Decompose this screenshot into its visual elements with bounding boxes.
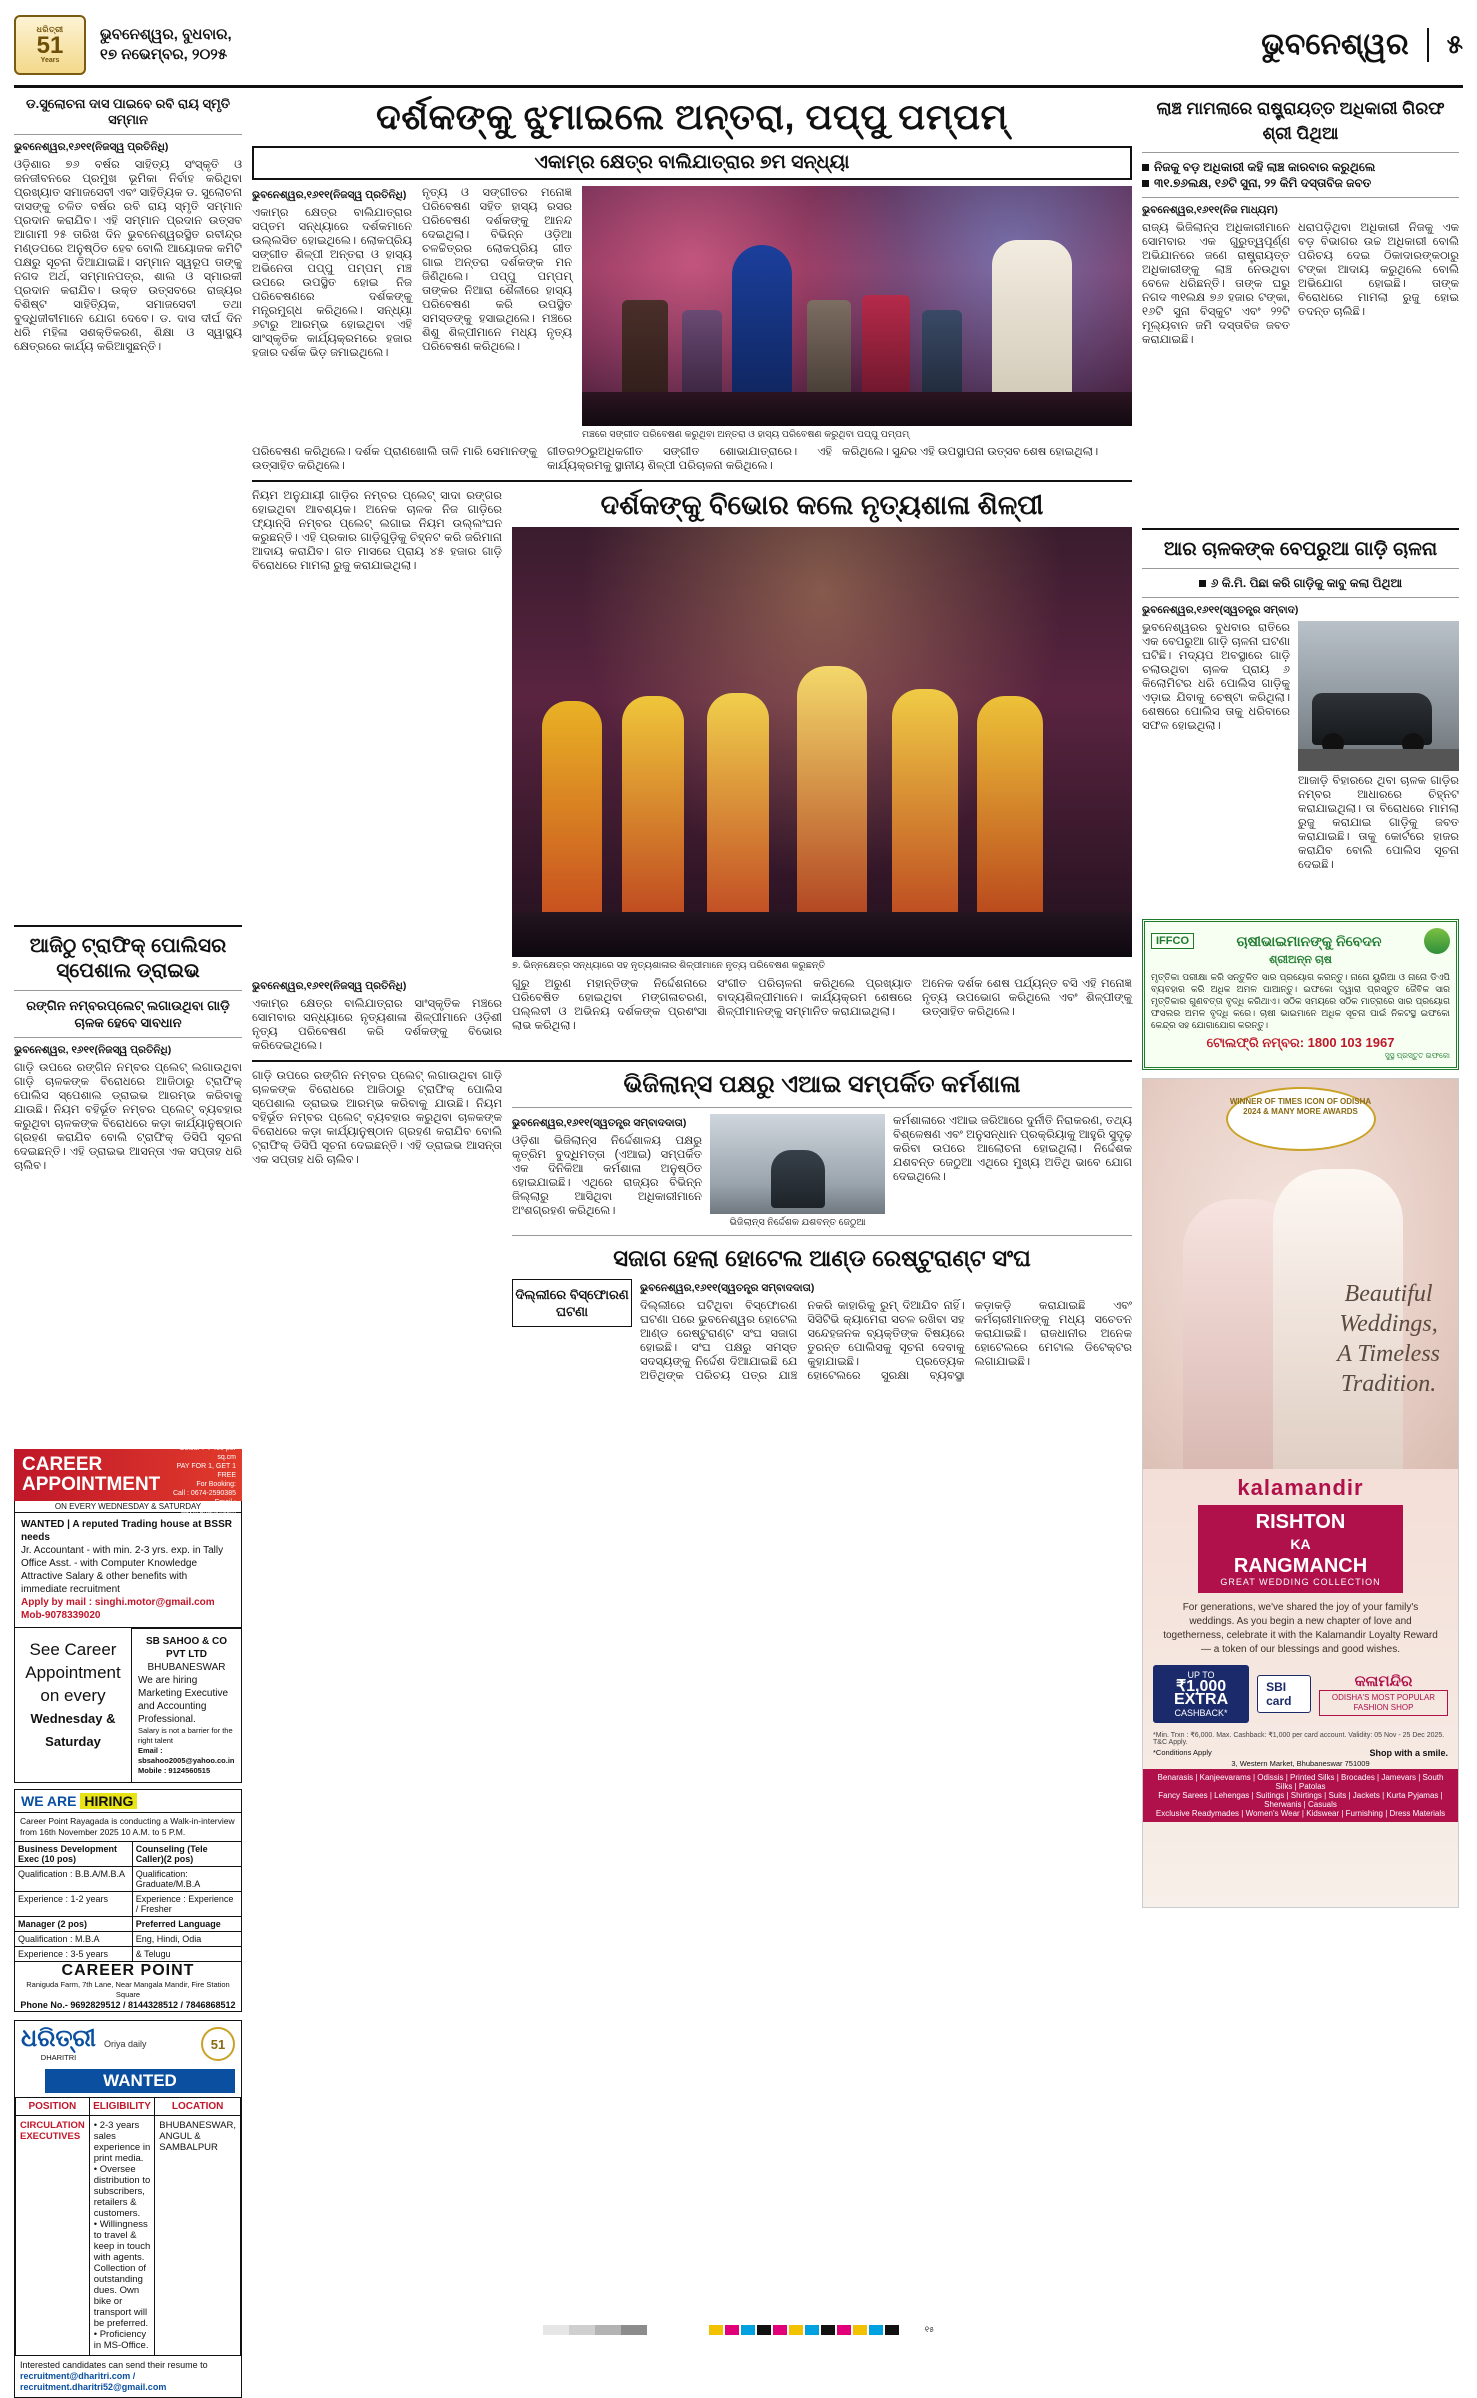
table-header-row xyxy=(16,2098,241,2116)
stage-performance-photo xyxy=(582,186,1132,426)
hotel-body-col xyxy=(640,1279,1132,1629)
career-point-address: Raniguda Farm, 7th Lane, Near Mangala Mandir, Fire Station Square xyxy=(26,1980,230,1999)
left-story-body: ଓଡ଼ିଶାର ୭୬ ବର୍ଷର ସାହିତ୍ୟ ସଂସ୍କୃତି ଓ ଜନଜୀବନରେ ପ୍ରମୁଖ ଭୂମିକା ନିର୍ବାହ କରିଥିବା ପ୍ରଖ୍ୟାତ ସମାଜସେବୀ ଏବଂ ସାହିତ୍ୟିକ ଡ. ସୁଲୋଚନା ଦାସଙ୍କୁ ଚଳିତ ବର୍ଷର ରବି ରାୟ ସ୍ମୃତି ସମ୍ମାନ ପ୍ରଦାନ କରାଯିବ। ଏହି ସମ୍ମାନ ପ୍ରଦାନ ଉତ୍ସବ ଆଗାମୀ ୨୫ ତାରିଖ ଦିନ ଭୁବନେଶ୍ୱରସ୍ଥିତ ରବୀନ୍ଦ୍ର ମଣ୍ଡପରେ ଅନୁଷ୍ଠିତ ହେବ ବୋଲି ଆୟୋଜକ କମିଟି ପକ୍ଷରୁ ସୂଚନା ଦିଆଯାଇଛି। ସମ୍ମାନ ସ୍ୱରୂପ ତାଙ୍କୁ ନଗଦ ଅର୍ଥ, ସମ୍ମାନପତ୍ର, ଶାଲ ଓ ସ୍ମାରକୀ ପ୍ରଦାନ କରାଯିବ। ଉକ୍ତ ଉତ୍ସବରେ ରାଜ୍ୟର ବିଶିଷ୍ଟ ସାହିତ୍ୟିକ, ସମାଜସେବୀ ତଥା ବୁଦ୍ଧିଜୀବୀମାନେ ଯୋଗ ଦେବେ। ଡ. ଦାସ ଦୀର୍ଘ ଦିନ ଧରି ମହିଳା ସଶକ୍ତିକରଣ, ଶିକ୍ଷା ଓ ସ୍ୱାସ୍ଥ୍ୟ କ୍ଷେତ୍ରରେ କାର୍ଯ୍ୟ କରିଆସୁଛନ୍ତି। xyxy=(14,159,242,353)
dh-col-location: LOCATION xyxy=(155,2098,241,2116)
masthead-date-line: ୧୭ ନଭେମ୍ବର, ୨୦୨୫ xyxy=(100,45,228,63)
masthead xyxy=(14,10,1463,88)
iffco-footer: ସୁସ୍ଥ ପ୍ରସ୍ତୁତ ଇଫକୋ xyxy=(1384,1051,1450,1060)
sbsahoo-city: BHUBANESWAR xyxy=(147,1662,226,1673)
hotel-story-dateline: ଭୁବନେଶ୍ୱର,୧୬୧୧(ସ୍ୱତନ୍ତ୍ର ସମ୍ବାଦଦାତା) xyxy=(640,1282,815,1294)
dance-story-col2: ଗୁରୁ ଅରୁଣ ମହାନ୍ତିଙ୍କ ନିର୍ଦ୍ଦେଶନାରେ ପରିବେଷିତ ହୋଇଥିବା ମଙ୍ଗଳାଚରଣ, ପଲ୍ଲବୀ ଓ ଅଭିନୟ ଦର୍ଶକଙ୍କ ପ୍ରଶଂସା ଲାଭ କରିଥିଲା। xyxy=(512,978,707,1032)
dharitri-logo-badge xyxy=(14,15,86,75)
right-story2-dateline: ଭୁବନେଶ୍ୱର,୧୬୧୧(ସ୍ୱତନ୍ତ୍ର ସମ୍ବାଦ) xyxy=(1142,604,1299,616)
divider xyxy=(14,990,242,991)
column-left xyxy=(14,96,242,2398)
hiring-head-b: HIRING xyxy=(80,1793,137,1809)
traffic-story-dateline: ଭୁବନେଶ୍ୱର, ୧୬୧୧(ନିଜସ୍ୱ ପ୍ରତିନିଧି) xyxy=(14,1044,172,1056)
column-center xyxy=(252,96,1132,2398)
kala-footer-3: Exclusive Readymades | Women's Wear | Kidswear | Furnishing | Dress Materials xyxy=(1155,1809,1446,1818)
divider xyxy=(1142,152,1459,153)
hotel-story-body: ଦିଲ୍ଲୀରେ ଘଟିଥିବା ବିସ୍ଫୋରଣ ଘଟଣା ପରେ ଭୁବନେଶ୍ୱର ହୋଟେଲ ଆଣ୍ଡ ରେଷ୍ଟୁରାଣ୍ଟ ସଂଘ ସଜାଗ ହୋଇଛି। ସଂଘ ପକ୍ଷରୁ ସମସ୍ତ ସଦସ୍ୟଙ୍କୁ ନିର୍ଦ୍ଦେଶ ଦିଆଯାଇଛି ଯେ ଅତିଥିଙ୍କ ପରିଚୟ ପତ୍ର ଯାଞ୍ଚ ନକରି କାହାରିକୁ ରୁମ୍ ଦିଆଯିବ ନାହିଁ। ସିସିଟିଭି କ୍ୟାମେରା ସଚଳ ରଖିବା ସହ ସନ୍ଦେହଜନକ ବ୍ୟକ୍ତିଙ୍କ ବିଷୟରେ ତୁରନ୍ତ ପୋଲିସକୁ ସୂଚନା ଦେବାକୁ କୁହାଯାଇଛି। ପ୍ରତ୍ୟେକ ହୋଟେଲରେ ସୁରକ୍ଷା ବ୍ୟବସ୍ଥା କଡ଼ାକଡ଼ି କରାଯାଇଛି ଏବଂ କର୍ମଚାରୀମାନଙ୍କୁ ମଧ୍ୟ ସଚେତନ କରାଯାଇଛି। ରାଜଧାନୀର ଅନେକ ହୋଟେଲରେ ମେଟାଲ ଡିଟେକ୍ଟର ଲଗାଯାଇଛି। xyxy=(640,1300,1132,1382)
traffic-continued-col xyxy=(252,489,502,972)
hiring-r2c1: Qualification : B.B.A/M.B.A xyxy=(15,1867,133,1892)
dh-elig-1: 2-3 years sales experience in print media. xyxy=(93,2120,151,2164)
hiring-header xyxy=(14,1789,242,1812)
offer-cashback: CASHBACK* xyxy=(1174,1708,1228,1718)
masthead-page-number: ୫ xyxy=(1446,28,1463,59)
bottom-spacer-left xyxy=(252,1069,502,1629)
logo-anniversary-number: 51 xyxy=(36,32,64,59)
traffic-story-col2: ନିୟମ ଅନୁଯାୟୀ ଗାଡ଼ିର ନମ୍ବର ପ୍ଲେଟ୍ ସାଦା ରଙ୍ଗର ହୋଇଥିବା ଆବଶ୍ୟକ। ଅନେକ ଚାଳକ ନିଜ ଗାଡ଼ିରେ ଫ୍ୟାନ୍ସି ନମ୍ବର ପ୍ଲେଟ୍ ଲଗାଇ ନିୟମ ଉଲ୍ଲଂଘନ କରୁଛନ୍ତି। ଏହି ପ୍ରକାର ଗାଡ଼ିଗୁଡ଼ିକୁ ଚିହ୍ନଟ କରି ଜରିମାନା ଆଦାୟ କରାଯିବ। ଗତ ମାସରେ ପ୍ରାୟ ୪୫ ହଜାର ଗାଡ଼ି ବିରୋଧରେ ମାମଲା ରୁଜୁ କରାଯାଇଥିଲା। xyxy=(252,490,502,572)
wanted-ad-line2: Office Asst. - with Computer Knowledge xyxy=(21,1558,198,1569)
right-story1-col2: ଧରାପଡ଼ିଥିବା ଅଧିକାରୀ ନିଜକୁ ଏକ ବଡ଼ ବିଭାଗର ଉଚ୍ଚ ଅଧିକାରୀ ବୋଲି ପରିଚୟ ଦେଇ ଠିକାଦାରଙ୍କଠାରୁ ଟଙ୍କା ଆଦାୟ କରୁଥିଲେ ବୋଲି ଅଭିଯୋଗ ହୋଇଛି। ତାଙ୍କ ବିରୋଧରେ ମାମଲା ରୁଜୁ ହୋଇ ତଦନ୍ତ ଚାଲିଛି। xyxy=(1298,222,1459,318)
workshop-photo-caption: ଭିଜିଲାନ୍ସ ନିର୍ଦ୍ଦେଶକ ଯଶବନ୍ତ ଜେଠୁଆ xyxy=(729,1217,866,1228)
hiring-r6c1: Experience : 3-5 years xyxy=(15,1947,133,1962)
masthead-right xyxy=(1261,28,1463,62)
dharitri-ad-anniversary-badge: 51 xyxy=(201,2027,235,2061)
main-story-col-left xyxy=(252,186,412,441)
right-story1-bullets xyxy=(1142,159,1459,191)
dance-story-body xyxy=(252,977,1132,1053)
sbsahoo-email[interactable]: Email : sbsahoo2005@yahoo.co.in xyxy=(138,1746,235,1765)
divider xyxy=(512,1107,1132,1108)
dharitri-ad-table xyxy=(15,2097,241,2356)
hiring-head-a: WE ARE xyxy=(21,1793,77,1809)
table-row xyxy=(15,1932,242,1947)
dance-story-col4: ଅନେକ ଦର୍ଶକ ଶେଷ ପର୍ଯ୍ୟନ୍ତ ବସି ଏହି ମନୋଜ୍ଞ ନୃତ୍ୟ ଉପଭୋଗ କରିଥିଲେ ଏବଂ ଶିଳ୍ପୀଙ୍କୁ ଉତ୍ସାହିତ କରିଥିଲେ। xyxy=(922,978,1132,1018)
masthead-city: ଭୁବନେଶ୍ୱର xyxy=(1261,27,1409,61)
hiring-r4c2: Preferred Language xyxy=(132,1917,241,1932)
offer-upto: UP TO xyxy=(1187,1670,1215,1680)
dh-elig-4: Proficiency in MS-Office. xyxy=(93,2329,149,2351)
iffco-tollfree[interactable] xyxy=(1151,1035,1450,1051)
column-right xyxy=(1142,96,1459,2398)
kalamandir-script-text: Beautiful Weddings, A Timeless Tradition. xyxy=(1337,1281,1440,1397)
dh-location-value: BHUBANESWAR, ANGUL & SAMBALPUR xyxy=(155,2116,241,2356)
sbsahoo-mobile[interactable]: Mobile : 9124560515 xyxy=(138,1766,211,1775)
dance-story-col3: ସଂଗୀତ ପରିଚାଳନା କରିଥିଲେ ପ୍ରଖ୍ୟାତ ବାଦ୍ୟଶିଳ୍ପୀମାନେ। କାର୍ଯ୍ୟକ୍ରମ ଶେଷରେ ଶିଳ୍ପୀମାନଙ୍କୁ ସମ୍ମାନିତ କରାଯାଇଥିଲା। xyxy=(717,978,912,1018)
wanted-ad[interactable] xyxy=(14,1513,242,1628)
kala-title-2: RANGMANCH xyxy=(1233,1555,1368,1577)
hiring-r2c2: Qualification: Graduate/M.B.A xyxy=(132,1867,241,1892)
career-appointment-ad[interactable] xyxy=(14,1435,242,1515)
page-columns xyxy=(14,96,1463,2398)
wanted-ad-body xyxy=(15,1513,241,1627)
main-story-dateline: ଭୁବନେଶ୍ୱର,୧୬୧୧(ନିଜସ୍ୱ ପ୍ରତିନିଧି) xyxy=(252,189,407,201)
right-story2-col1: ଭୁବନେଶ୍ୱରର ବୁଧବାର ରାତିରେ ଏକ ବେପରୁଆ ଗାଡ଼ି ଚାଳନା ଘଟଣା ଘଟିଛି। ମଦ୍ୟପ ଅବସ୍ଥାରେ ଗାଡ଼ି ଚଲାଉଥିବା ଚାଳକ ପ୍ରାୟ ୬ କିଲୋମିଟର ଧରି ପୋଲିସ ଗାଡ଼ିକୁ ଏଡ଼ାଇ ଯିବାକୁ ଚେଷ୍ଟା କରିଥିଲା। ଶେଷରେ ପୋଲିସ ତାକୁ ଧରିବାରେ ସଫଳ ହୋଇଥିଲା। xyxy=(1142,622,1290,732)
right-story1-headline: ଲାଞ୍ଚ ମାମଲାରେ ରାଷ୍ଟ୍ରାୟତ୍ତ ଅଧିକାରୀ ଗିରଫ ଶ୍ରୀ ପିଥିଆ xyxy=(1156,99,1445,143)
kalamandir-address: 3, Western Market, Bhubaneswar 751009 xyxy=(1231,1759,1370,1768)
iffco-toll-label: ଟୋଲଫ୍ରି ନମ୍ବର: xyxy=(1206,1035,1305,1050)
sbi-card-logo: SBI card xyxy=(1257,1675,1311,1713)
main-story-col2: ନୃତ୍ୟ ଓ ସଙ୍ଗୀତର ମନୋଜ୍ଞ ପରିବେଷଣ ସହିତ ହାସ୍ୟ ରସର ପରିବେଷଣ ଦର୍ଶକଙ୍କୁ ଆନନ୍ଦ ଦେଇଥିଲା। ବିଭିନ୍ନ ଓଡ଼ିଆ ଚଳଚ୍ଚିତ୍ରର ଲୋକପ୍ରିୟ ଗୀତ ଗାଇ ଅନ୍ତରା ଦର୍ଶକଙ୍କ ମନ ଜିଣିଥିଲେ। ପପ୍ପୁ ପମ୍ପମ୍ ତାଙ୍କର ନିଆରା ଶୈଳୀରେ ହାସ୍ୟ ପରିବେଷଣ କରି ଉପସ୍ଥିତ ସମସ୍ତଙ୍କୁ ହସାଇଥିଲେ। ମଞ୍ଚରେ ଶିଶୁ ଶିଳ୍ପୀମାନେ ମଧ୍ୟ ନୃତ୍ୟ ପରିବେଷଣ କରିଥିଲେ। xyxy=(422,187,572,353)
dance-story-caption: ୭. ଭିନ୍ନକ୍ଷେତ୍ର ସନ୍ଧ୍ୟାରେ ସହ ନୃତ୍ୟଶାଳାର ଶିଳ୍ପୀମାନେ ନୃତ୍ୟ ପରିବେଷଣ କରୁଛନ୍ତି xyxy=(512,960,826,971)
kala-title-sub: GREAT WEDDING COLLECTION xyxy=(1220,1577,1381,1587)
see-career-box xyxy=(14,1628,132,1783)
table-row xyxy=(15,1842,242,1867)
table-row xyxy=(16,2116,241,2356)
dh-position-value: CIRCULATION EXECUTIVES xyxy=(16,2116,90,2356)
right-story2-subhead: ୬ କି.ମି. ପିଛା କରି ଗାଡ଼ିକୁ କାବୁ କଲା ପିଥିଆ xyxy=(1142,575,1459,591)
logo-years-label: Years xyxy=(40,57,60,64)
main-story-block xyxy=(252,186,1132,441)
bullet-item xyxy=(1142,175,1459,191)
right-story2-photo-col xyxy=(1298,621,1459,911)
sbsahoo-company: SB SAHOO & CO PVT LTD xyxy=(145,1636,228,1660)
right-story2-col2: ଆଜାଡ଼ି ବିହାରରେ ଥିବା ଚାଳକ ଗାଡ଼ିର ନମ୍ବର ଆଧାରରେ ଚିହ୍ନଟ କରାଯାଇଥିଲା। ତା ବିରୋଧରେ ମାମଲା ରୁଜୁ କରାଯାଇ ଗାଡ଼ିକୁ ଜବତ କରାଯାଇଛି। ତାକୁ କୋର୍ଟରେ ହାଜର କରାଯିବ ବୋଲି ପୋଲିସ ସୂଚନା ଦେଇଛି। xyxy=(1298,775,1459,871)
divider xyxy=(1142,528,1459,530)
see-career-l2: Appointment xyxy=(25,1663,121,1682)
bullet-1-text: ନିଜକୁ ବଡ଼ ଅଧିକାରୀ କହି ଲାଞ୍ଚ କାରବାର କରୁଥିଲେ xyxy=(1154,160,1376,174)
masthead-divider xyxy=(1427,28,1429,62)
iffco-subtitle: ଶ୍ରୀଅନ୍ନ ଚାଷ xyxy=(1269,954,1332,966)
kala-footer-1: Benarasis | Kanjeevarams | Odissis | Printed Silks | Brocades | Jamevars | South Silks | Patolas xyxy=(1157,1773,1444,1791)
kalamandir-popular-badge: ODISHA'S MOST POPULAR FASHION SHOP xyxy=(1319,1690,1448,1716)
dance-story-headline: ଦର୍ଶକଙ୍କୁ ବିଭୋର କଲେ ନୃତ୍ୟଶାଳା ଶିଳ୍ପୀ xyxy=(600,490,1044,520)
kalamandir-campaign-title xyxy=(1198,1505,1402,1593)
career-point-phone[interactable]: Phone No.- 9692829512 / 8144328512 / 7846868512 xyxy=(20,2000,236,2010)
dharitri-ad-tagline: Oriya daily xyxy=(103,2039,147,2049)
dh-col-eligibility: ELIGIBILITY xyxy=(89,2098,155,2116)
traffic-story-tail: ଗାଡ଼ି ଉପରେ ରଙ୍ଗିନ ନମ୍ବର ପ୍ଲେଟ୍ ଲଗାଉଥିବା ଗାଡ଼ି ଚାଳକଙ୍କ ବିରୋଧରେ ଆଜିଠାରୁ ଟ୍ରାଫିକ୍ ପୋଲିସ ସ୍ପେଶାଲ ଡ୍ରାଇଭ ଆରମ୍ଭ କରିବାକୁ ଯାଉଛି। ନିୟମ ବହିର୍ଭୂତ ନମ୍ବର ପ୍ଲେଟ୍ ବ୍ୟବହାର କରୁଥିବା ଚାଳକଙ୍କ ବିରୋଧରେ କଡ଼ା କାର୍ଯ୍ୟାନୁଷ୍ଠାନ ଗ୍ରହଣ କରାଯିବ ବୋଲି ଟ୍ରାଫିକ୍ ଡିସିପି ସୂଚନା ଦେଇଛନ୍ତି। ଏହି ଡ୍ରାଇଭ ଆସନ୍ତା ଏକ ସପ୍ତାହ ଧରି ଚାଲିବ। xyxy=(252,1070,502,1166)
traffic-story-headline: ଆଜିଠୁ ଟ୍ରାଫିକ୍ ପୋଲିସର ସ୍ପେଶାଲ ଡ୍ରାଇଭ xyxy=(29,935,227,982)
odissi-dance-photo xyxy=(512,527,1132,957)
kalamandir-shop-tagline: Shop with a smile. xyxy=(1369,1748,1448,1758)
main-story-photo-caption: ମଞ୍ଚରେ ସଙ୍ଗୀତ ପରିବେଷଣ କରୁଥିବା ଅନ୍ତରା ଓ ହାସ୍ୟ ପରିବେଷଣ କରୁଥିବା ପପ୍ପୁ ପମ୍ପମ୍ xyxy=(582,429,910,440)
career-ad-rates: B/W : ₹ 350 per sq.cm Colour : ₹ 400 per sq.cm PAY FOR 1, GET 1 FREE For Booking: Call : 0674-2590385 Email : adv@dharitri.com xyxy=(166,1435,236,1515)
workshop-headline: ଭିଜିଲାନ୍ସ ପକ୍ଷରୁ ଏଆଇ ସମ୍ପର୍କିତ କର୍ମଶାଳା xyxy=(623,1071,1021,1098)
traffic-story-subhead: ରଙ୍ଗିନ ନମ୍ବରପ୍ଲେଟ୍ ଲଗାଉଥିବା ଗାଡ଼ି ଚାଳକ ହେବେ ସାବଧାନ xyxy=(26,998,230,1030)
kalamandir-award-badge: WINNER OF TIMES ICON OF ODISHA 2024 & MANY MORE AWARDS xyxy=(1226,1087,1376,1151)
sbsahoo-ad[interactable] xyxy=(132,1628,242,1783)
main-subbar: ଏକାମ୍ର କ୍ଷେତ୍ର ବାଲିଯାତ୍ରାର ୭ମ ସନ୍ଧ୍ୟା xyxy=(252,146,1132,180)
workshop-body-1: ଓଡ଼ିଶା ଭିଜିଲାନ୍ସ ନିର୍ଦ୍ଦେଶାଳୟ ପକ୍ଷରୁ କୃତ୍ରିମ ବୁଦ୍ଧିମତ୍ତା (ଏଆଇ) ସମ୍ପର୍କିତ ଏକ ଦିନିକିଆ କର୍ମଶାଳା ଅନୁଷ୍ଠିତ ହୋଇଯାଇଛି। ଏଥିରେ ରାଜ୍ୟର ବିଭିନ୍ନ ଜିଲ୍ଲାରୁ ଆସିଥିବା ଅଧିକାରୀମାନେ ଅଂଶଗ୍ରହଣ କରିଥିଲେ। xyxy=(512,1135,702,1217)
iffco-emblem-icon xyxy=(1424,928,1450,954)
kalamandir-cashback-offer xyxy=(1153,1665,1249,1723)
dharitri-ad-footer-note: Interested candidates can send their resume to xyxy=(20,2360,208,2370)
career-point-ad[interactable] xyxy=(14,1789,242,2012)
dance-story-top xyxy=(252,489,1132,972)
kalamandir-logo: kalamandir xyxy=(1237,1475,1364,1500)
divider xyxy=(512,1235,1132,1236)
grayscale-swatches xyxy=(543,2325,647,2335)
table-row xyxy=(15,1947,242,1962)
main-headline: ଦର୍ଶକଙ୍କୁ ଝୁମାଇଲେ ଅନ୍ତରା, ପପ୍ପୁ ପମ୍ପମ୍ xyxy=(376,96,1008,137)
kala-footer-2: Fancy Sarees | Lehengas | Suitings | Shirtings | Suits | Jackets | Kurta Pyjamas | Sherwanis | Casuals xyxy=(1158,1791,1443,1809)
dharitri-ad-logo: ଧରିତ୍ରୀ xyxy=(21,2025,96,2052)
iffco-ad[interactable] xyxy=(1142,919,1459,1070)
color-registration-bar xyxy=(0,2325,1477,2335)
divider xyxy=(252,1060,1132,1062)
masthead-dateline xyxy=(100,25,232,65)
bottom-center-block xyxy=(252,1069,1132,1629)
dance-story-block xyxy=(512,489,1132,972)
bullet-square-icon xyxy=(1199,580,1206,587)
main-after-col1: ପରିବେଷଣ କରିଥିଲେ। ଦର୍ଶକ ପ୍ରାଣଖୋଲି ତାଳି ମାରି ସେମାନଙ୍କୁ ଉତ୍ସାହିତ କରିଥିଲେ। xyxy=(252,446,537,472)
bullet-item xyxy=(1142,159,1459,175)
right-story1-col1: ରାଜ୍ୟ ଭିଜିଲାନ୍ସ ଅଧିକାରୀମାନେ ସୋମବାର ଏକ ଗୁରୁତ୍ୱପୂର୍ଣ୍ଣ ଅଭିଯାନରେ ଜଣେ ରାଷ୍ଟ୍ରାୟତ୍ତ ଅଧିକାରୀଙ୍କୁ ଲାଞ୍ଚ ନେଉଥିବା ବେଳେ ଧରିଛନ୍ତି। ତାଙ୍କ ଘରୁ ନଗଦ ୩୧ଲକ୍ଷ ୭୬ ହଜାର ଟଙ୍କା, ୧୬ଟି ସୁନା ବିସ୍କୁଟ ଏବଂ ୨୨ଟି ମୂଲ୍ୟବାନ ଜମି ଦସ୍ତାବିଜ ଜବତ କରାଯାଇଛି। xyxy=(1142,222,1290,346)
career-point-footer xyxy=(14,1962,242,2012)
main-story-col1: ଏକାମ୍ର କ୍ଷେତ୍ର ବାଲିଯାତ୍ରାର ସପ୍ତମ ସନ୍ଧ୍ୟାରେ ଦର୍ଶକମାନେ ଉଲ୍ଲସିତ ହୋଇଥିଲେ। ଲୋକପ୍ରିୟ ସଙ୍ଗୀତ ଶିଳ୍ପୀ ଅନ୍ତରା ଓ ହାସ୍ୟ ଅଭିନେତା ପପ୍ପୁ ପମ୍ପମ୍ ମଞ୍ଚ ଉପରେ ଉପସ୍ଥିତ ହୋଇ ନିଜ ପରିବେଷଣରେ ଦର୍ଶକଙ୍କୁ ମନ୍ତ୍ରମୁଗ୍ଧ କରିଥିଲେ। ସନ୍ଧ୍ୟା ୬ଟାରୁ ଆରମ୍ଭ ହୋଇଥିବା ଏହି ସାଂସ୍କୃତିକ କାର୍ଯ୍ୟକ୍ରମରେ ହଜାର ହଜାର ଦର୍ଶକ ଭିଡ଼ ଜମାଇଥିଲେ। xyxy=(252,207,412,359)
seized-vehicle-photo xyxy=(1298,621,1459,771)
hiring-table xyxy=(14,1841,242,1962)
kalamandir-logo-odia: କଳାମନ୍ଦିର xyxy=(1354,1672,1413,1690)
career-ad-title: CAREER APPOINTMENT xyxy=(22,1454,161,1495)
bullet-2-text: ୩୧.୭୬ଲକ୍ଷ, ୧୬ଟି ସୁନା, ୨୨ କିମି ଦସ୍ତାବିଜ ଜବତ xyxy=(1154,176,1372,190)
kalamandir-paragraph: For generations, we've shared the joy of your family's weddings. As you begin a new chapter of love and togetherness, celebrate it with the Kalamandir Loyalty Reward — a token of our blessings and good wishes. xyxy=(1163,1602,1438,1655)
iffco-body: ମୃତ୍ତିକା ପରୀକ୍ଷା କରି ସନ୍ତୁଳିତ ସାର ପ୍ରୟୋଗ କରନ୍ତୁ। ନାନୋ ୟୁରିଆ ଓ ନାନୋ ଡିଏପି ବ୍ୟବହାର କରି ଅଧିକ ଅମଳ ପାଆନ୍ତୁ। ଇଫକୋ ଦ୍ୱାରା ପ୍ରସ୍ତୁତ ଜୈବିକ ସାର ମୃତ୍ତିକାର ଗୁଣବତ୍ତା ବୃଦ୍ଧି କରିଥାଏ। ସଠିକ ସମୟରେ ସଠିକ ମାତ୍ରାରେ ସାର ପ୍ରୟୋଗ ଫସଲର ଅମଳ ବୃଦ୍ଧି କରେ। ଚାଷୀ ଭାଇମାନେ ଅଧିକ ସୂଚନା ପାଇଁ ନିକଟସ୍ଥ ଇଫକୋ କେନ୍ଦ୍ର ସହ ଯୋଗାଯୋଗ କରନ୍ତୁ। xyxy=(1151,972,1450,1030)
kalamandir-fineprint: *Min. Trxn : ₹6,000. Max. Cashback: ₹1,000 per card account. Validity: 05 Nov - 25 Dec 2025. T&C Apply. xyxy=(1153,1732,1445,1746)
dance-story-dateline-col xyxy=(252,977,502,1053)
footer-page-number: ୧୫ xyxy=(924,2325,935,2334)
hotel-story-headline: ସଜାଗ ହେଲା ହୋଟେଲ ଆଣ୍ଡ ରେଷ୍ଟୁରାଣ୍ଟ ସଂଘ xyxy=(613,1245,1031,1271)
divider xyxy=(1142,597,1459,598)
hiring-r5c1: Qualification : M.B.A xyxy=(15,1932,133,1947)
dharitri-ad-header xyxy=(15,2021,241,2067)
dh-elig-2: Oversee distribution to subscribers, retailers & customers. xyxy=(93,2164,151,2219)
hiring-r6c2: & Telugu xyxy=(132,1947,241,1962)
main-after-col2: ଗୀତର୨୦ରୁଅଧିକଗୀତ ସଙ୍ଗୀତ ଶୋଭାଯାତ୍ରାରେ। ଏହି କାର୍ଯ୍ୟକ୍ରମକୁ ସ୍ଥାନୀୟ ଶିଳ୍ପୀ ପରିଚାଳନା କରିଥିଲେ। xyxy=(547,446,832,472)
right-story1-dateline: ଭୁବନେଶ୍ୱର,୧୬୧୧(ନିଜ ମାଧ୍ୟମ) xyxy=(1142,204,1278,216)
hiring-r1c2: Counseling (Tele Caller)(2 pos) xyxy=(132,1842,241,1867)
workshop-col1 xyxy=(512,1114,702,1229)
dh-col-position: POSITION xyxy=(16,2098,90,2116)
bullet-square-icon xyxy=(1142,180,1149,187)
hotel-sidehead-col xyxy=(512,1279,632,1629)
hiring-r3c2: Experience : Experience / Fresher xyxy=(132,1892,241,1917)
divider xyxy=(1142,568,1459,569)
right-story2-headline: ଆର ଚାଳକଙ୍କ ବେପରୁଆ ଗାଡ଼ି ଚାଳନା xyxy=(1163,539,1438,560)
dance-story-dateline: ଭୁବନେଶ୍ୱର,୧୬୧୧(ନିଜସ୍ୱ ପ୍ରତିନିଧି) xyxy=(252,980,407,992)
workshop-dateline: ଭୁବନେଶ୍ୱର,୧୬୧୧(ସ୍ୱତନ୍ତ୍ର ସମ୍ବାଦଦାତା) xyxy=(512,1117,687,1129)
table-row xyxy=(15,1892,242,1917)
divider xyxy=(14,134,242,135)
hiring-r5c2: Eng, Hindi, Odia xyxy=(132,1932,241,1947)
dh-eligibility-value: • 2-3 years sales experience in print media. • Oversee distribution to subscribers, retailers & customers. • Willingness to travel & keep in touch with agents. Collection of outstanding dues. Own bike or transport will be preferred. • Proficiency in MS-Office. xyxy=(89,2116,155,2356)
kalamandir-footer-strip xyxy=(1143,1769,1458,1822)
dance-story-col1: ଏକାମ୍ର କ୍ଷେତ୍ର ବାଲିଯାତ୍ରାର ସାଂସ୍କୃତିକ ମଞ୍ଚରେ ସୋମବାର ସନ୍ଧ୍ୟାରେ ନୃତ୍ୟଶାଳା ଶିଳ୍ପୀମାନେ ଓଡ଼ିଶୀ ନୃତ୍ୟ ପରିବେଷଣ କରି ଦର୍ଶକଙ୍କୁ ବିଭୋର କରିଦେଇଥିଲେ। xyxy=(252,998,502,1052)
dharitri-ad-wanted-bar: WANTED xyxy=(45,2069,235,2093)
left-story-dateline: ଭୁବନେଶ୍ୱର,୧୬୧୧(ନିଜସ୍ୱ ପ୍ରତିନିଧି) xyxy=(14,141,169,153)
hiring-r1c1: Business Development Exec (10 pos) xyxy=(15,1842,133,1867)
wanted-ad-head: WANTED | A reputed Trading house at BSSR needs xyxy=(21,1519,232,1543)
vigilance-director-photo xyxy=(710,1114,885,1214)
dharitri-ad-logo-block xyxy=(21,2025,96,2063)
kalamandir-ad[interactable] xyxy=(1142,1078,1459,1908)
iffco-title: ଚାଷୀଭାଇମାନଙ୍କୁ ନିବେଦନ xyxy=(1236,932,1382,949)
kalamandir-conditions: *Conditions Apply xyxy=(1153,1748,1212,1757)
logo-title: ଧରିତ୍ରୀ xyxy=(36,25,64,34)
see-career-l1: See Career xyxy=(29,1640,117,1659)
table-row xyxy=(15,1917,242,1932)
divider xyxy=(1142,197,1459,198)
wanted-ad-line3: Attractive Salary & other benefits with immediate recruitment xyxy=(21,1571,188,1595)
divider xyxy=(14,1037,242,1038)
divider xyxy=(14,925,242,927)
divider xyxy=(252,480,1132,482)
see-career-l4: Wednesday & Saturday xyxy=(30,1711,116,1749)
kala-title-1: RISHTON xyxy=(1255,1511,1346,1533)
hotel-story-sidehead: ଦିଲ୍ଲୀରେ ବିସ୍ଫୋରଣ ଘଟଣା xyxy=(512,1279,632,1327)
iffco-logo: IFFCO xyxy=(1151,933,1194,949)
kalamandir-offer-row xyxy=(1143,1659,1458,1729)
dharitri-ad-footer-mail[interactable]: recruitment@dharitri.com / recruitment.dharitri52@gmail.com xyxy=(20,2371,167,2392)
hiring-r4c1: Manager (2 pos) xyxy=(15,1917,133,1932)
dharitri-recruitment-ad[interactable] xyxy=(14,2020,242,2398)
career-ad-strap: ON EVERY WEDNESDAY & SATURDAY xyxy=(14,1501,242,1513)
hiring-r3c1: Experience : 1-2 years xyxy=(15,1892,133,1917)
workshop-photo-col xyxy=(710,1114,885,1229)
sbsahoo-note: Salary is not a barrier for the right talent xyxy=(138,1726,233,1745)
main-story-after-caption xyxy=(252,445,1132,473)
hiring-intro: Career Point Rayagada is conducting a Walk-in-interview from 16th November 2025 10 A.M. to 5 P.M. xyxy=(14,1812,242,1841)
left-story-headline: ଡ.ସୁଲୋଚନା ଦାସ ପାଇବେ ରବି ରାୟ ସ୍ମୃତି ସମ୍ମାନ xyxy=(25,96,231,127)
traffic-story-body: ଗାଡ଼ି ଉପରେ ରଙ୍ଗିନ ନମ୍ବର ପ୍ଲେଟ୍ ଲଗାଉଥିବା ଗାଡ଼ି ଚାଳକଙ୍କ ବିରୋଧରେ ଆଜିଠାରୁ ଟ୍ରାଫିକ୍ ପୋଲିସ ସ୍ପେଶାଲ ଡ୍ରାଇଭ ଆରମ୍ଭ କରିବାକୁ ଯାଉଛି। ନିୟମ ବହିର୍ଭୂତ ନମ୍ବର ପ୍ଲେଟ୍ ବ୍ୟବହାର କରୁଥିବା ଚାଳକଙ୍କ ବିରୋଧରେ କଡ଼ା କାର୍ଯ୍ୟାନୁଷ୍ଠାନ ଗ୍ରହଣ କରାଯିବ ବୋଲି ଟ୍ରାଫିକ୍ ଡିସିପି ସୂଚନା ଦେଇଛନ୍ତି। ଏହି ଡ୍ରାଇଭ ଆସନ୍ତା ଏକ ସପ୍ତାହ ଧରି ଚାଲିବ। xyxy=(14,1062,242,1172)
kala-title-ka: KA xyxy=(1290,1536,1311,1552)
dh-elig-3: Willingness to travel & keep in touch with agents. Collection of outstanding dues. Own bike or transport will be preferred. xyxy=(93,2219,151,2329)
iffco-toll-number: 1800 103 1967 xyxy=(1307,1035,1395,1050)
workshop-body-2: କର୍ମଶାଳାରେ ଏଆଇ ଜରିଆରେ ଦୁର୍ନୀତି ନିରାକରଣ, ତଥ୍ୟ ବିଶ୍ଳେଷଣ ଏବଂ ଅନୁସନ୍ଧାନ ପ୍ରକ୍ରିୟାକୁ ଆହୁରି ସୁଦୃଢ଼ କରିବା ଉପରେ ଆଲୋଚନା ହୋଇଥିଲା। ନିର୍ଦ୍ଦେଶକ ଯଶବନ୍ତ ଜେଠୁଆ ଏଥିରେ ମୁଖ୍ୟ ଅତିଥି ଭାବେ ଯୋଗ ଦେଇଥିଲେ। xyxy=(893,1115,1132,1183)
workshop-block xyxy=(512,1069,1132,1629)
main-story-col-left2 xyxy=(422,186,572,441)
masthead-place-line: ଭୁବନେଶ୍ୱର, ବୁଧବାର, xyxy=(100,25,232,43)
dharitri-ad-logo-en: DHARITRI xyxy=(40,2053,77,2062)
dharitri-ad-footer xyxy=(15,2356,241,2397)
table-row xyxy=(15,1867,242,1892)
offer-amount: ₹1,000 EXTRA xyxy=(1173,1678,1229,1708)
bullet-square-icon xyxy=(1142,164,1149,171)
main-after-col3: କରିଥିଲେ। ସୁନ୍ଦର ଏହି ଉପସ୍ଥାପନା ଉତ୍ସବ ଶେଷ ହୋଇଥିଲା। xyxy=(842,446,1099,458)
kalamandir-brand-block xyxy=(1143,1475,1458,1593)
kalamandir-couple-photo xyxy=(1143,1079,1458,1469)
main-story-photo-block xyxy=(582,186,1132,441)
wanted-ad-apply[interactable]: Apply by mail : singhi.motor@gmail.com Mob-9078339020 xyxy=(21,1597,215,1621)
see-career-l3: on every xyxy=(40,1686,106,1705)
sbsahoo-body: We are hiring Marketing Executive and Accounting Professional. xyxy=(138,1675,229,1725)
career-point-brand: CAREER POINT xyxy=(61,1962,195,1979)
wanted-ad-line1: Jr. Accountant - with min. 2-3 yrs. exp. in Tally xyxy=(21,1545,224,1556)
